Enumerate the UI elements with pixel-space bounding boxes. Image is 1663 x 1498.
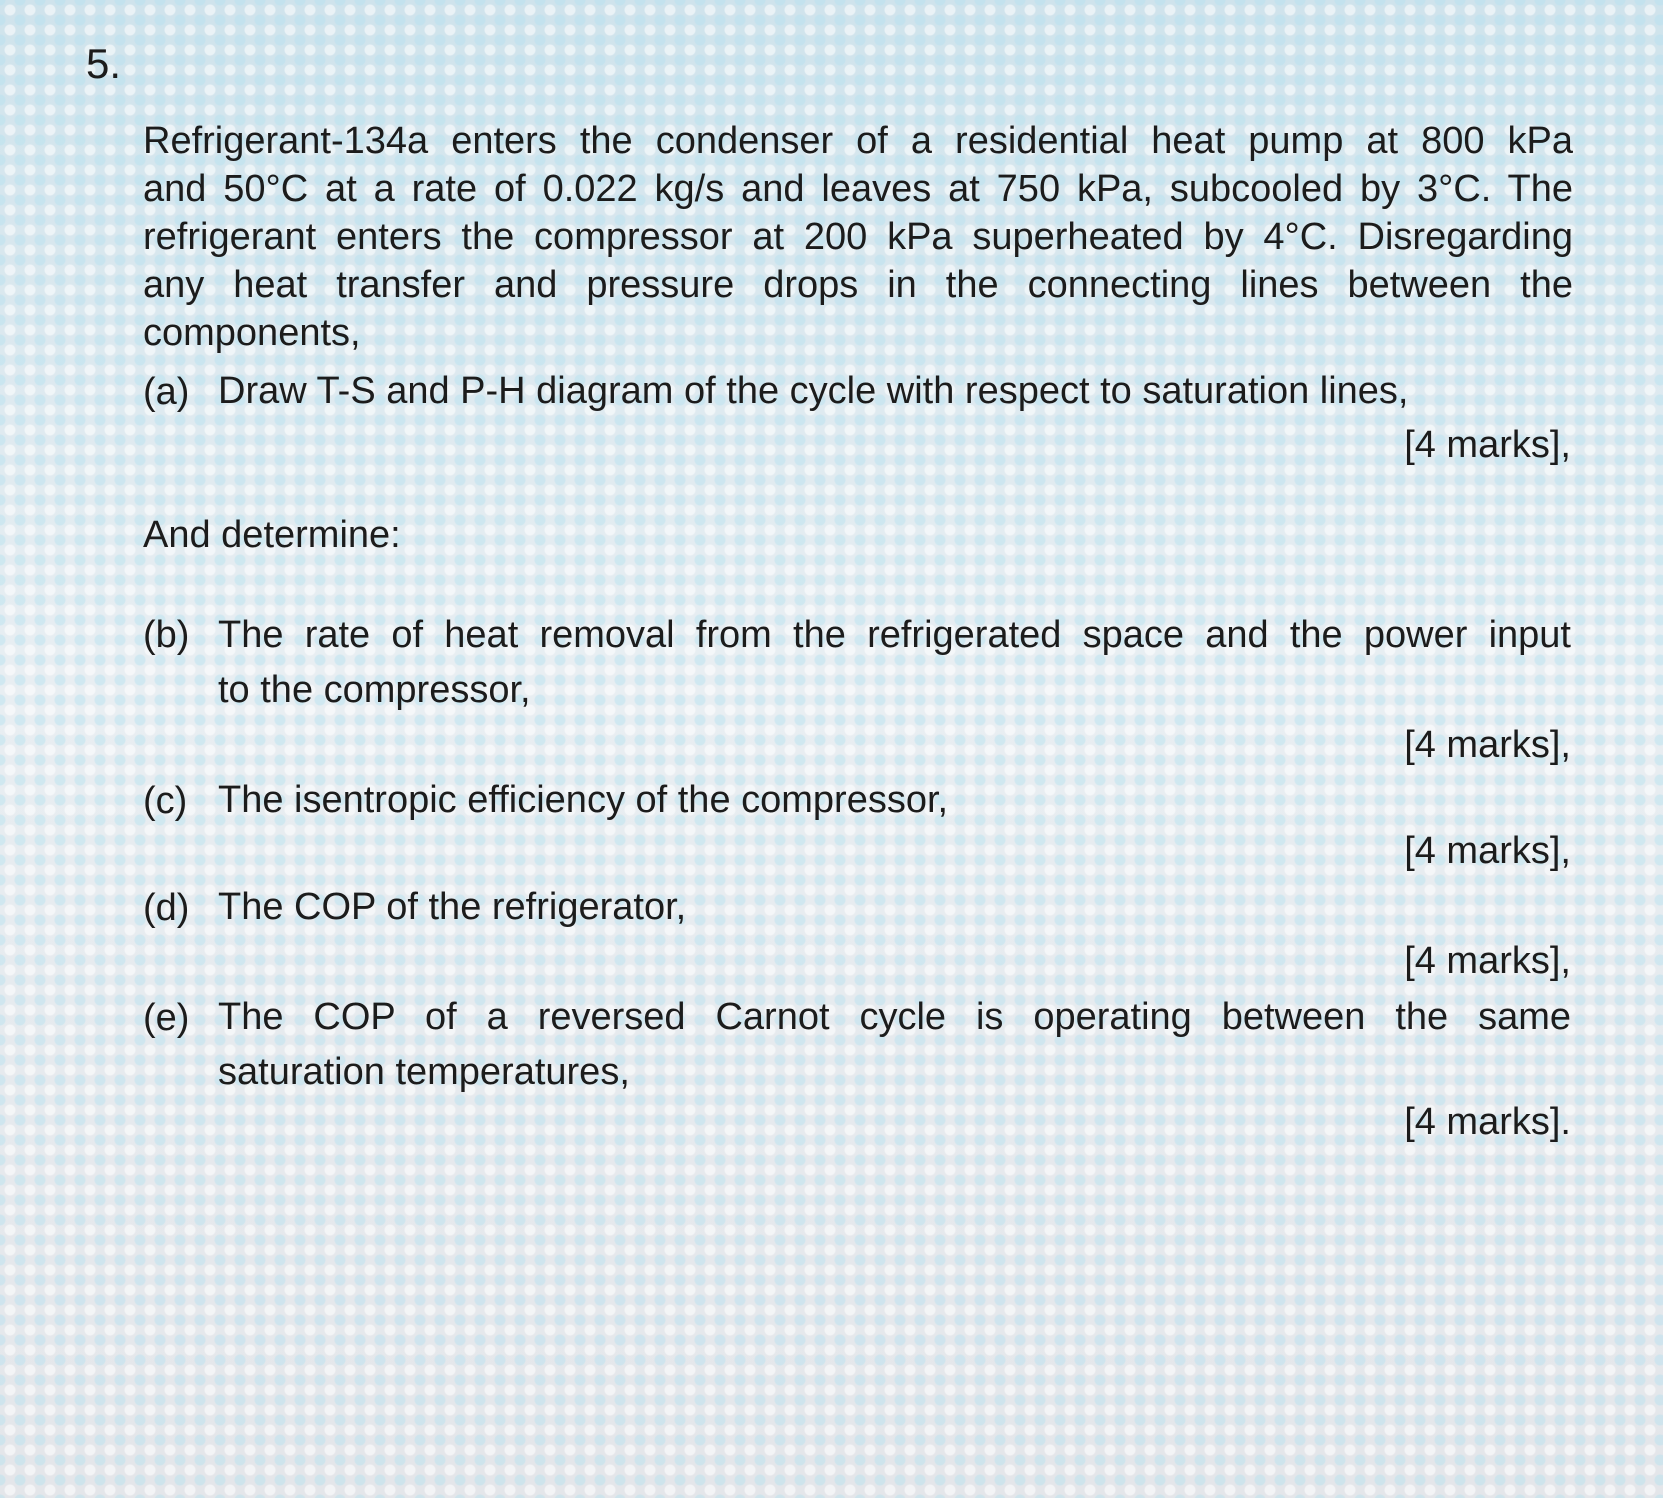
question-number: 5. [86, 40, 122, 87]
part-b-line: The rate of heat removal from the refrigerated space and the power input [218, 614, 1571, 656]
part-d-text [218, 880, 686, 935]
part-b-label: (b) [143, 614, 190, 656]
part-a-text [218, 364, 1409, 419]
intro-line: refrigerant enters the compressor at 200 kPa superheated by 4°C. Disregarding [143, 216, 1573, 258]
intro-line: components, [143, 312, 361, 354]
part-d-line: The COP of the refrigerator, [218, 886, 687, 928]
question-intro [143, 117, 1573, 357]
part-e-marks: [4 marks]. [1404, 1101, 1571, 1143]
part-e-line: saturation temperatures, [218, 1051, 630, 1093]
intro-line: and 50°C at a rate of 0.022 kg/s and leaves at 750 kPa, subcooled by 3°C. The [143, 168, 1573, 210]
part-e-line: The COP of a reversed Carnot cycle is operating between the same [218, 996, 1571, 1038]
intro-line: Refrigerant-134a enters the condenser of a residential heat pump at 800 kPa [143, 120, 1573, 162]
part-b-line: to the compressor, [218, 669, 531, 711]
part-b-text [218, 608, 1571, 718]
part-c-text [218, 773, 948, 828]
part-d-marks: [4 marks], [1404, 940, 1571, 982]
part-b-marks: [4 marks], [1404, 724, 1571, 766]
part-d-label: (d) [143, 887, 190, 929]
determine-heading: And determine: [143, 514, 401, 556]
part-a-label: (a) [143, 371, 190, 413]
part-e-text [218, 990, 1571, 1100]
part-a-marks: [4 marks], [1404, 424, 1571, 466]
part-a-line: Draw T-S and P-H diagram of the cycle with respect to saturation lines, [218, 370, 1409, 412]
part-c-marks: [4 marks], [1404, 830, 1571, 872]
part-c-line: The isentropic efficiency of the compressor, [218, 779, 949, 821]
part-e-label: (e) [143, 997, 190, 1039]
part-c-label: (c) [143, 780, 188, 822]
intro-line: any heat transfer and pressure drops in the connecting lines between the [143, 264, 1573, 306]
